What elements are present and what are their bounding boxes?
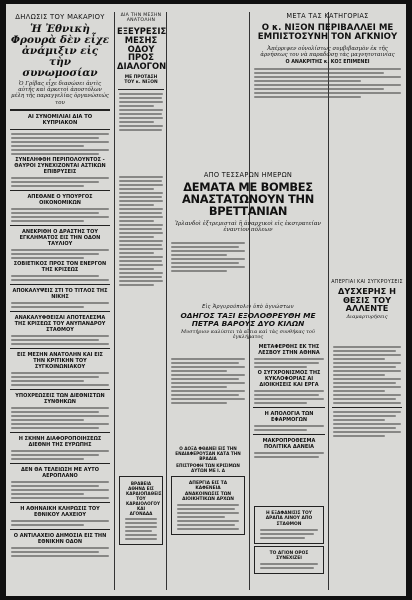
left-item-headline: ΑΝΑΚΑΛΥΦΘΕΙΣΑΙ ΑΠΟΤΕΛΕΣΜΑ ΤΗΣ ΚΡΙΣΕΩΣ ΤΟΥ ΑΝΥΠΑΝΔΡΟΥ ΣΤΑΘΜΟΥ [14, 315, 106, 334]
taxi-body [168, 356, 248, 441]
bottom-box-2 [168, 474, 248, 584]
right-top-story [251, 4, 404, 164]
bottom-box-headline: ΤΟ ΑΓΙΟΝ ΟΡΟΣ ΣΥΝΕΧΙΖΕΙ [269, 550, 309, 562]
allende-sub: Διαμαρτυρήσεις [346, 313, 388, 320]
center-main-story [168, 167, 328, 239]
middle-top-headline: ΕΞΕΥΡΕΣΙΣ ΜΕΣΗΣ ΟΔΟΥ ΠΡΟΣ ΔΙΑΛΟΓΟΝ [117, 26, 167, 72]
left-item-headline: Η ΣΚΗΝΗ ΔΙΑΦΟΡΟΠΟΙΗΣΕΩΣ ΔΙΕΘΝΗ ΤΗΣ ΕΥΡΩΠΗΣ [18, 436, 102, 449]
allende-kicker: ΑΠΕΡΓΙΑΙ ΚΑΙ ΣΥΓΚΡΟΥΣΕΙΣ [331, 280, 403, 285]
right-top-lead: Ἀπέρριψεν οὐνολίστως συμβιβασμὸν ἐκ τῆς ἀρνήσεως του νὰ παραδῶσῃ τὰς μαγνητοταινίας [260, 46, 395, 59]
center-bottom-sub: ΕΠΙΣΤΡΟΦΗ ΤΩΝ ΚΡΙΣΙΜΩΝ ΑΥΤΩΝ ΜΕ Ι. Δ [176, 463, 240, 474]
allende-story [330, 280, 404, 340]
bottom-box-headline: ΒΡΑΒΕΙΑ ΑΘΗΝΑ ΕΙΣ ΚΑΡΔΙΟΠΑΘΕΙΣ ΤΟΥ ΚΑΡΔΙΟΛΟΓΟΥ ΚΑΙ ΑΓΟΝΑΔΑ [126, 481, 162, 517]
left-item-headline: Ο ΑΝΤΙΛΑΧΕΙΟ ΔΗΜΟΣΙΑ ΕΙΣ ΤΗΝ ΕΘΝΙΚΗΝ ΟΔΟΝ [13, 533, 107, 546]
right-top-sub: Ο ΑΝΑΚΡΙΤΗΣ κ. ΚΟΞ ΕΠΙΜΕΝΕΙ [285, 60, 370, 66]
left-lead: Ὁ Γρίβας εἶχε διασώσει ἀντὶς αὐτῆς καὶ ἀρκετοὶ ἀποστόλων μέλη τῆς παραγγελίας ὀργανώσεώς του [11, 81, 109, 106]
center-lead: Ἰρλανδοὶ ἐξτρεμισταὶ ἢ ἀναρχικοὶ εἰς ἐκστρατείαν ἐναντίον πόλεων [175, 220, 321, 234]
left-item-headline: Η ΑΘΗΝΑΙΚΗ ΚΛΗΡΩΣΙΣ ΤΟΥ ΕΘΝΙΚΟΥ ΛΑΧΕΙΟΥ [20, 506, 100, 519]
taxi-kicker: Εἰς Ἀργυρούπολιν ὑπὸ ἀγνώστων [202, 304, 294, 310]
center-bottom-kicker: Ο ΔΟΞΑ ΦΘΑΝΕΙ ΕΙΣ ΤΗΝ ΕΝΔΙΑΦΕΡΟΥΣΑΝ ΚΑΤΑ ΤΗΝ ΒΡΑΔΙΑ [175, 446, 241, 462]
allende-headline: ΔΥΣΧΕΡΗΣ Η ΘΕΣΙΣ ΤΟΥ ΑΛΛΕΝΤΕ [338, 286, 396, 314]
left-item-headline: ΥΠΟΧΡΕΩΣΕΙΣ ΤΩΝ ΔΙΕΘΝΙΣΤΩΝ ΣΥΝΘΗΚΩΝ [15, 393, 105, 406]
taxi-headline: ΟΔΗΓΟΣ ΤΑΞΙ ΕΞΟΛΟΘΡΕΥΘΗ ΜΕ ΠΕΤΡΑ ΒΑΡΟΥΣ ΔΥΟ ΚΙΛΩΝ [180, 311, 316, 328]
center-headline: ΔΕΜΑΤΑ ΜΕ ΒΟΜΒΕΣ ΑΝΑΣΤΑΤΩΝΟΥΝ ΤΗΝ ΒΡΕΤΤΑΝΙΑΝ [182, 180, 314, 218]
far-right-body [330, 344, 404, 594]
right-top-kicker: ΜΕΤΑ ΤΑΣ ΚΑΤΗΓΟΡΙΑΣ [286, 12, 369, 20]
center-body-left [168, 240, 248, 300]
right-top-headline: Ο κ. ΝΙΞΟΝ ΠΕΡΙΒΑΛΛΕΙ ΜΕ ΕΜΠΙΣΤΟΣΥΝΗ ΤΟΝ ΑΓΚΝΙΟΥ [257, 23, 398, 43]
left-kicker: ΔΗΛΩΣΙΣ ΤΟΥ ΜΑΚΑΡΙΟΥ [15, 13, 105, 21]
newspaper-page [6, 4, 406, 596]
bottom-box-headline: ΑΠΕΡΓΙΑ ΕΙΣ ΤΑ ΚΑΦΕΝΕΙΑ ΑΝΑΚΟΙΝΩΣΙΣ ΤΩΝ ΔΙΟΙΚΗΤΙΚΩΝ ΑΡΧΩΝ [182, 481, 234, 502]
taxi-lead: Μυστήριον καλύπτει τὰ αἴτια καὶ τὰς συνθήκας τοῦ ἐγκλήματος [181, 328, 315, 341]
right-item-headline: ΜΑΚΡΟΠΡΟΘΕΣΜΑ ΠΟΛΙΤΙΚΑ ΔΑΝΕΙΑ [262, 438, 316, 450]
left-item-headline: ΕΙΣ ΜΕΣΗΝ ΑΝΑΤΟΛΗΝ ΚΑΙ ΕΙΣ ΤΗΝ ΚΡΙΤΙΚΗΝ ΤΟΥ ΣΥΓΚΟΙΝΩΝΙΑΚΟΥ [17, 352, 103, 371]
left-item-headline: ΑΠΟΚΑΛΥΨΕΙΣ ΣΤΙ ΤΟ ΤΙΤΛΟΣ ΤΗΣ ΝΙΚΗΣ [12, 288, 108, 301]
right-item-headline: ΜΕΤΑΦΕΡΘΗΣ ΕΚ ΤΗΣ ΛΕΣΒΟΥ ΣΤΗΝ ΑΘΗΝΑ [258, 344, 320, 356]
bottom-box-headline: Η ΕΞΑΦΑΝΙΣΙΣ ΤΟΥ ΑΡΑΠΑ ΛΙΝΟΥ ΑΠΟ ΣΤΑΘΜΟΝ [265, 511, 313, 527]
left-item-headline: ΣΥΝΕΛΗΦΘΗ ΠΕΡΙΠΟΛΟΥΝΤΟΣ - ΘΑΥΡΟΙ ΣΥΝΕΧΙΖΟΝΤΑΙ ΑΣΤΙΚΩΝ ΕΠΙΒΡΥΣΕΙΣ [14, 157, 106, 176]
middle-top-story [116, 4, 166, 164]
bottom-box-3 [251, 504, 327, 584]
bottom-box-1 [116, 474, 166, 584]
right-item-headline: Ο ΣΥΓΧΡΟΝΙΣΜΟΣ ΤΗΣ ΚΥΚΛΟΦΟΡΙΑΣ ΑΙ ΔΙΟΙΚΗΣΕΙΣ ΚΑΙ ΕΡΓΑ [257, 370, 321, 388]
left-item-headline: ΔΕΝ ΘΑ ΤΕΛΕΙΩΣΗ ΜΕ ΑΥΤΟ ΑΕΡΟΠΛΑΝΟ [21, 467, 99, 480]
left-item-headline: ΣΟΒΙΕΤΙΚΟΣ ΠΡΟΣ ΤΟΝ ΕΝΕΡΓΟΝ ΤΗΣ ΚΡΙΣΕΩΣ [13, 261, 107, 274]
center-bottom-notice [168, 444, 248, 474]
middle-top-kicker: ΔΙΑ ΤΗΝ ΜΕΣΗΝ ΑΝΑΤΟΛΗΝ [120, 13, 162, 23]
left-column [8, 4, 112, 596]
middle-column-body [116, 174, 166, 469]
middle-top-sub: ΜΕ ΠΡΟΤΑΣΗ ΤΟΥ κ. ΝΙΞΟΝ [124, 75, 158, 86]
left-item-headline: ΑΝΕΚΡΙΘΗ Ο ΔΡΑΣΤΗΣ ΤΟΥ ΕΓΚΛΗΜΑΤΟΣ ΕΙΣ ΤΗΝ ΟΔΟΝ ΤΑΥΛΙΟΥ [19, 229, 101, 248]
right-item-headline: Η ΑΠΟΛΟΓΙΑ ΤΩΝ ΕΦΑΡΜΟΓΩΝ [264, 411, 314, 423]
left-section-title: ΑΙ ΣΥΝΟΜΙΛΙΑΙ ΔΙΑ ΤΟ ΚΥΠΡΙΑΚΟΝ [27, 113, 93, 127]
column-rule [249, 12, 250, 590]
column-rule [166, 12, 167, 590]
center-kicker: ΑΠΟ ΤΕΣΣΑΡΩΝ ΗΜΕΡΩΝ [203, 171, 293, 179]
left-headline: Ἡ Ἐθνικὴ Φρουρὰ δὲν εἶχε ἀνάμιξιν εἰς τὴν συνωμοσίαν [10, 23, 110, 80]
left-item-headline: ΑΠΕΘΑΝΕ Ο ΥΠΟΥΡΓΟΣ ΟΙΚΟΝΟΜΙΚΩΝ [27, 194, 93, 207]
column-rule [114, 12, 115, 590]
